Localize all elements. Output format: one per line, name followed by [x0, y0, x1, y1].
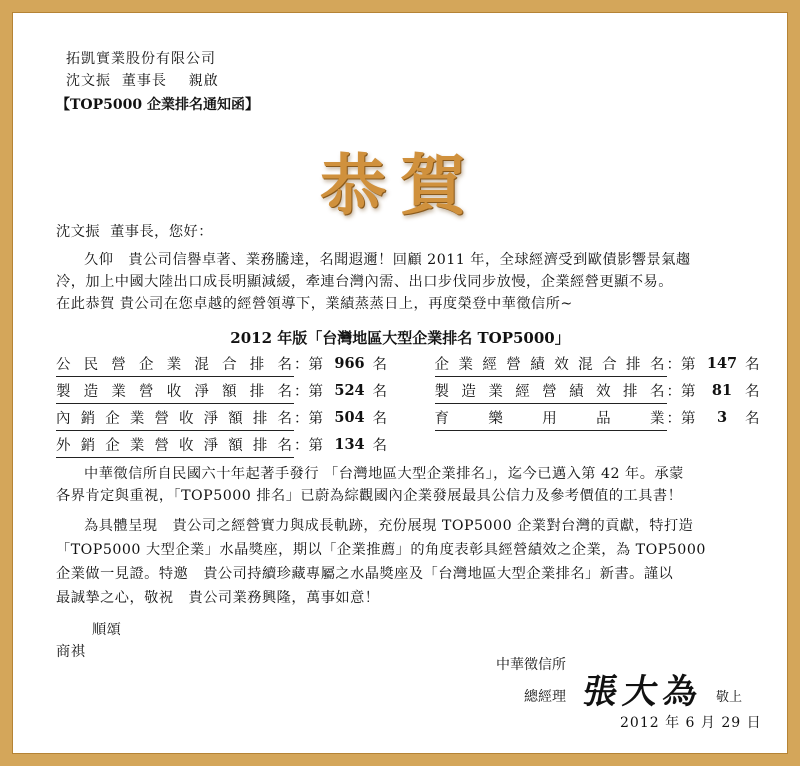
- ranking-suffix: 名: [372, 383, 387, 400]
- ranking-empty: [435, 431, 768, 458]
- ranking-prefix: 第: [681, 356, 696, 373]
- closing-shangqi: 商祺: [56, 644, 86, 660]
- ranking-suffix: 名: [745, 410, 760, 427]
- ranking-prefix: 第: [681, 383, 696, 400]
- ranking-colon: ：: [666, 383, 681, 400]
- ranking-label: 公民營企業混合排名: [56, 350, 294, 377]
- ranking-prefix: 第: [681, 410, 696, 427]
- recipient-company: 拓凱實業股份有限公司: [66, 51, 216, 67]
- signature-date: 2012 年 6 月 29 日: [620, 715, 762, 731]
- ranking-suffix: 名: [745, 383, 760, 400]
- ranking-label: 製造業經營績效排名: [435, 377, 667, 404]
- ranking-value: 134: [334, 435, 365, 453]
- ranking-value: 3: [716, 408, 728, 426]
- ranking-value: 504: [334, 408, 365, 426]
- ranking-colon: ：: [294, 437, 309, 454]
- recipient-name: 沈文振 董事長 親啟: [66, 73, 219, 89]
- ranking-value: 147: [706, 354, 738, 372]
- signature-company: 中華徵信所: [496, 657, 566, 673]
- ranking-label: 育樂用品業: [435, 404, 667, 431]
- ranking-gap: [395, 377, 435, 404]
- intro-line: 冷，加上中國大陸出口成長明顯減緩，牽連台灣內需、出口步伐同步放慢，企業經營更顯不易。: [56, 274, 673, 290]
- congratulations-title: 恭賀: [320, 146, 480, 224]
- signature-name: 張大為: [579, 672, 707, 712]
- ranking-table: [56, 350, 767, 458]
- ranking-row: [56, 350, 767, 377]
- ranking-label: 製造業營收淨額排名: [56, 377, 294, 404]
- ranking-suffix: 名: [372, 437, 387, 454]
- ranking-gap: [395, 431, 435, 458]
- ranking-label: 外銷企業營收淨額排名: [56, 431, 294, 458]
- body-line: 「TOP5000 大型企業」水晶獎座，期以「企業推薦」的角度表彰具經營績效之企業，為 TOP5000: [56, 542, 706, 558]
- ranking-title: 2012 年版「台灣地區大型企業排名 TOP5000」: [230, 329, 570, 347]
- body-line: 為具體呈現 貴公司之經營實力與成長軌跡，充份展現 TOP5000 企業對台灣的貢獻，特打造: [84, 518, 694, 534]
- ranking-prefix: 第: [308, 383, 323, 400]
- ranking-row: [56, 377, 767, 404]
- ranking-gap: [395, 350, 435, 377]
- intro-line: 久仰 貴公司信譽卓著、業務騰達，名聞遐邇！回顧 2011 年，全球經濟受到歐債影響景氣趨: [84, 252, 691, 268]
- ranking-colon: ：: [666, 356, 681, 373]
- ranking-prefix: 第: [308, 410, 323, 427]
- ranking-gap: [395, 404, 435, 431]
- intro-line: 在此恭賀 貴公司在您卓越的經營領導下，業績蒸蒸日上，再度榮登中華徵信所~: [56, 296, 573, 312]
- signature-title: 總經理: [524, 689, 566, 705]
- ranking-row: [56, 404, 767, 431]
- body-line: 中華徵信所自民國六十年起著手發行 「台灣地區大型企業排名」，迄今已邁入第 42 年。承蒙: [84, 466, 684, 482]
- body-line: 各界肯定與重視，「TOP5000 排名」已蔚為綜觀國內企業發展最具公信力及參考價值的工具書！: [56, 488, 683, 504]
- body-line: 企業做一見證。特邀 貴公司持續珍藏專屬之水晶獎座及「台灣地區大型企業排名」新書。謹以: [56, 566, 674, 582]
- ranking-suffix: 名: [372, 410, 387, 427]
- signature-greeting: 敬上: [716, 690, 743, 705]
- body-line: 最誠摯之心，敬祝 貴公司業務興隆，萬事如意！: [56, 590, 380, 606]
- ranking-colon: ：: [294, 410, 309, 427]
- ranking-prefix: 第: [308, 437, 323, 454]
- ranking-value: 966: [334, 354, 365, 372]
- ranking-value: 81: [711, 381, 733, 399]
- closing-shunsong: 順頌: [92, 622, 122, 638]
- ranking-suffix: 名: [372, 356, 387, 373]
- ranking-label: 內銷企業營收淨額排名: [56, 404, 294, 431]
- notice-title: 【TOP5000 企業排名通知函】: [56, 97, 259, 113]
- ranking-label: 企業經營績效混合排名: [435, 350, 667, 377]
- ranking-prefix: 第: [308, 356, 323, 373]
- ranking-row: [56, 431, 767, 458]
- ranking-colon: ：: [294, 356, 309, 373]
- salutation: 沈文振 董事長，您好：: [56, 224, 213, 240]
- ranking-colon: ：: [666, 410, 681, 427]
- ranking-value: 524: [334, 381, 365, 399]
- ranking-suffix: 名: [745, 356, 760, 373]
- ranking-colon: ：: [294, 383, 309, 400]
